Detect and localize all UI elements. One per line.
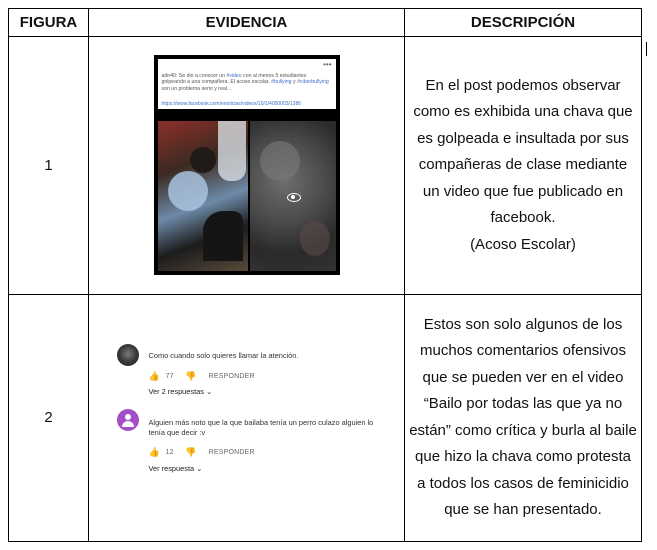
post-card bbox=[158, 59, 336, 109]
evidence-cell bbox=[89, 37, 405, 294]
youtube-comments-screenshot bbox=[97, 318, 397, 518]
like-count: 77 bbox=[165, 372, 174, 380]
avatar bbox=[117, 409, 139, 431]
post-video-frames bbox=[158, 121, 336, 271]
figura-number: 2 bbox=[9, 294, 89, 541]
thumb-down-icon[interactable]: 👎 bbox=[185, 370, 197, 381]
post-link: https://www.facebook.com/enoticias/videos/10/1/4050003/1286 bbox=[161, 101, 302, 108]
video-frame-left bbox=[158, 121, 248, 271]
table-row bbox=[9, 37, 642, 294]
comment-actions bbox=[149, 371, 255, 382]
edge-mark bbox=[646, 42, 647, 56]
description-text: En el post podemos observar como es exhibida una chava que es golpeada e insultada por sus compañeras de clase mediante un video que fue publicado en facebook. bbox=[413, 76, 633, 227]
evidence-cell bbox=[89, 294, 405, 541]
avatar bbox=[117, 344, 139, 366]
header-descripcion: DESCRIPCIÓN bbox=[405, 9, 642, 37]
thumb-down-icon[interactable]: 👎 bbox=[185, 446, 197, 457]
reply-button[interactable]: RESPONDER bbox=[208, 448, 255, 456]
comment-text: Como cuando solo quieres llamar la atención. bbox=[148, 350, 299, 360]
table-row bbox=[9, 294, 642, 541]
header-row bbox=[9, 9, 642, 37]
evidence-table bbox=[8, 8, 642, 542]
video-frame-blurred bbox=[250, 121, 336, 271]
figura-number: 1 bbox=[9, 37, 89, 294]
view-replies-link[interactable]: Ver 2 respuestas ⌄ bbox=[148, 386, 213, 396]
more-options-icon: ••• bbox=[323, 60, 332, 70]
thumb-up-icon[interactable]: 👍 bbox=[148, 446, 160, 457]
reply-button[interactable]: RESPONDER bbox=[208, 372, 255, 380]
thumb-up-icon[interactable]: 👍 bbox=[148, 370, 160, 381]
view-replies-link[interactable]: Ver respuesta ⌄ bbox=[148, 463, 203, 473]
description-cell bbox=[405, 37, 642, 294]
description-cell: Estos son solo algunos de los muchos comentarios ofensivos que se pueden ver en el video “Bailo por todas las que ya no están” como crítica y burla al baile que hizo la chava como protesta a todos los casos de feminicidio que se han presentado. bbox=[405, 294, 642, 541]
like-count: 12 bbox=[165, 448, 174, 456]
facebook-post-screenshot bbox=[154, 55, 340, 275]
header-figura: FIGURA bbox=[9, 9, 89, 37]
header-evidencia: EVIDENCIA bbox=[89, 9, 405, 37]
comment-actions bbox=[149, 447, 255, 458]
post-caption: adn40: Se dio a conocer un #video con al menos 5 estudiantes golpeando a una compañera. El acoso escolar, #bullying y #ciberbullying son un problema serio y real... bbox=[161, 73, 329, 92]
eye-icon bbox=[287, 193, 301, 202]
description-tag: (Acoso Escolar) bbox=[470, 235, 576, 253]
comment-text: Alguien más noto que la que bailaba tenía un perro culazo alguien lo tenía que decir :v bbox=[148, 417, 374, 437]
